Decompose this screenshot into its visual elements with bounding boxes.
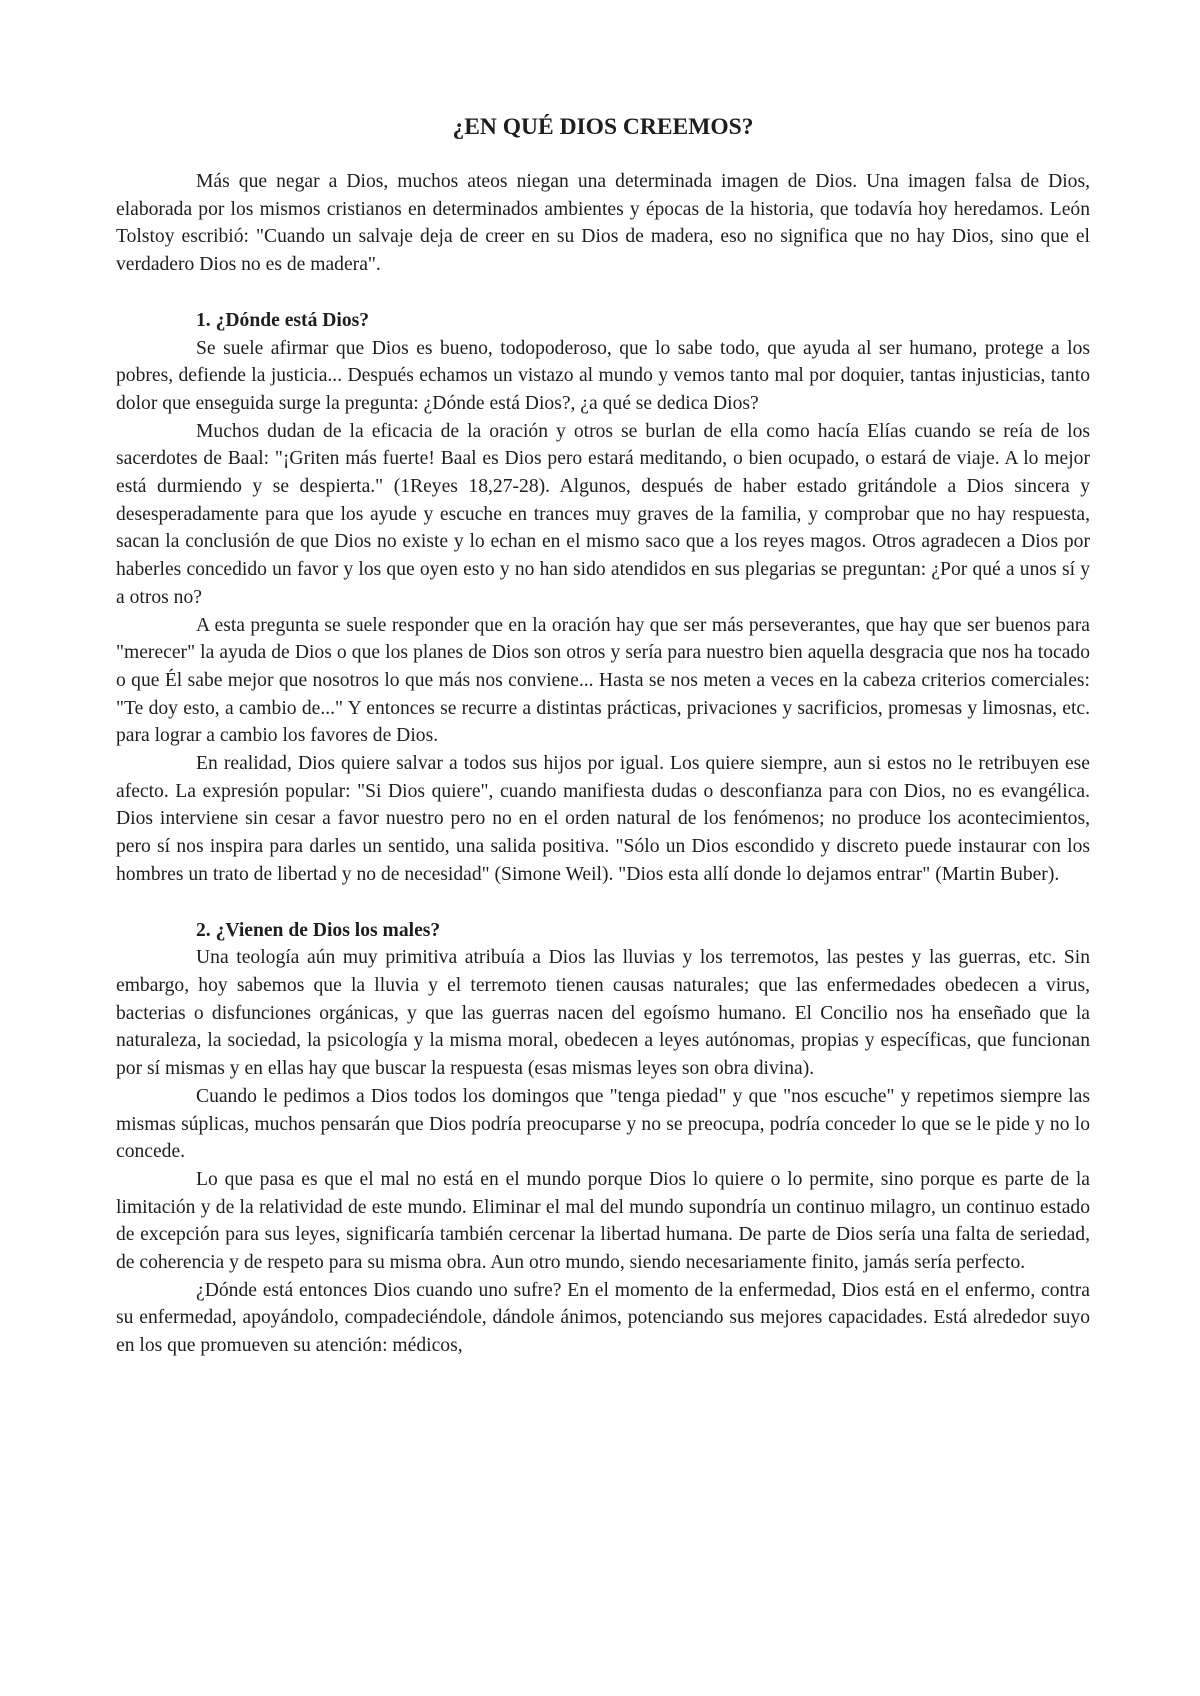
section-1-heading: 1. ¿Dónde está Dios? [196,309,370,331]
document-title: ¿EN QUÉ DIOS CREEMOS? [452,114,754,140]
section-2-paragraph-3: Lo que pasa es que el mal no está en el mundo porque Dios lo quiere o lo permite, sino porque es parte de la limitación y de la relatividad de este mundo. Eliminar el mal del mundo supondría un continuo milagro, un continuo estado de excepción para sus leyes, significaría también cercenar la libertad humana. De parte de Dios sería una falta de seriedad, de coherencia y de respeto para su misma obra. Aun otro mundo, siendo necesariamente finito, jamás sería perfecto. [116,1168,1090,1274]
document-page [116,112,1090,1360]
section-1-paragraph-1: Se suele afirmar que Dios es bueno, todopoderoso, que lo sabe todo, que ayuda al ser humano, protege a los pobres, defiende la justicia... Después echamos un vistazo al mundo y vemos tanto mal por doquier, tantas injusticias, tanto dolor que enseguida surge la pregunta: ¿Dónde está Dios?, ¿a qué se dedica Dios? [116,337,1090,414]
section-1-paragraph-2: Muchos dudan de la eficacia de la oración y otros se burlan de ella como hacía Elías cuando se reía de los sacerdotes de Baal: "¡Griten más fuerte! Baal es Dios pero estará meditando, o bien ocupado, o estará de viaje. A lo mejor está durmiendo y se despierta." (1Reyes 18,27-28). Algunos, después de haber estado gritándole a Dios sincera y desesperadamente para que los ayude y escuche en trances muy graves de la familia, y comprobar que no hay respuesta, sacan la conclusión de que Dios no existe y lo echan en el mismo saco que a los reyes magos. Otros agradecen a Dios por haberles concedido un favor y los que oyen esto y no han sido atendidos en sus plegarias se preguntan: ¿Por qué a unos sí y a otros no? [116,420,1090,608]
section-2-paragraph-1: Una teología aún muy primitiva atribuía a Dios las lluvias y los terremotos, las pestes y las guerras, etc. Sin embargo, hoy sabemos que la lluvia y el terremoto tienen causas naturales; que las enfermedades obedecen a virus, bacterias o disfunciones orgánicas, y que las guerras nacen del egoísmo humano. El Concilio nos ha enseñado que la naturaleza, la sociedad, la psicología y la misma moral, obedecen a leyes autónomas, propias y específicas, que funcionan por sí mismas y en ellas hay que buscar la respuesta (esas mismas leyes son obra divina). [116,947,1090,1080]
section-2-paragraph-4: ¿Dónde está entonces Dios cuando uno sufre? En el momento de la enfermedad, Dios está en el enfermo, contra su enfermedad, apoyándolo, compadeciéndole, dándole ánimos, potenciando sus mejores capacidades. Está alrededor suyo en los que promueven su atención: médicos, [116,1279,1090,1357]
section-2-paragraph-2: Cuando le pedimos a Dios todos los domingos que "tenga piedad" y que "nos escuche" y repetimos siempre las mismas súplicas, muchos pensarán que Dios podría preocuparse y no se preocupa, podría conceder lo que se le pide y no lo concede. [116,1085,1090,1163]
section-2-heading: 2. ¿Vienen de Dios los males? [196,919,441,941]
intro-paragraph: Más que negar a Dios, muchos ateos niegan una determinada imagen de Dios. Una imagen falsa de Dios, elaborada por los mismos cristianos en determinados ambientes y épocas de la historia, que todavía hoy heredamos. León Tolstoy escribió: "Cuando un salvaje deja de creer en su Dios de madera, eso no significa que no hay Dios, sino que el verdadero Dios no es de madera". [116,171,1090,276]
section-1-paragraph-4: En realidad, Dios quiere salvar a todos sus hijos por igual. Los quiere siempre, aun si estos no le retribuyen ese afecto. La expresión popular: "Si Dios quiere", cuando manifiesta dudas o desconfianza para con Dios, no es evangélica. Dios interviene sin cesar a favor nuestro pero no en el orden natural de los fenómenos; no produce los acontecimientos, pero sí nos inspira para darles un sentido, una salida positiva. "Sólo un Dios escondido y discreto puede instaurar con los hombres un trato de libertad y no de necesidad" (Simone Weil). "Dios esta allí donde lo dejamos entrar" (Martin Buber). [116,753,1090,885]
section-1-paragraph-3: A esta pregunta se suele responder que en la oración hay que ser más perseverantes, que hay que ser buenos para "merecer" la ayuda de Dios o que los planes de Dios son otros y sería para nuestro bien aquella desgracia que nos ha tocado o que Él sabe mejor que nosotros lo que más nos conviene... Hasta se nos meten a veces en la cabeza criterios comerciales: "Te doy esto, a cambio de..." Y entonces se recurre a distintas prácticas, privaciones y sacrificios, promesas y limosnas, etc. para lograr a cambio los favores de Dios. [116,614,1090,747]
